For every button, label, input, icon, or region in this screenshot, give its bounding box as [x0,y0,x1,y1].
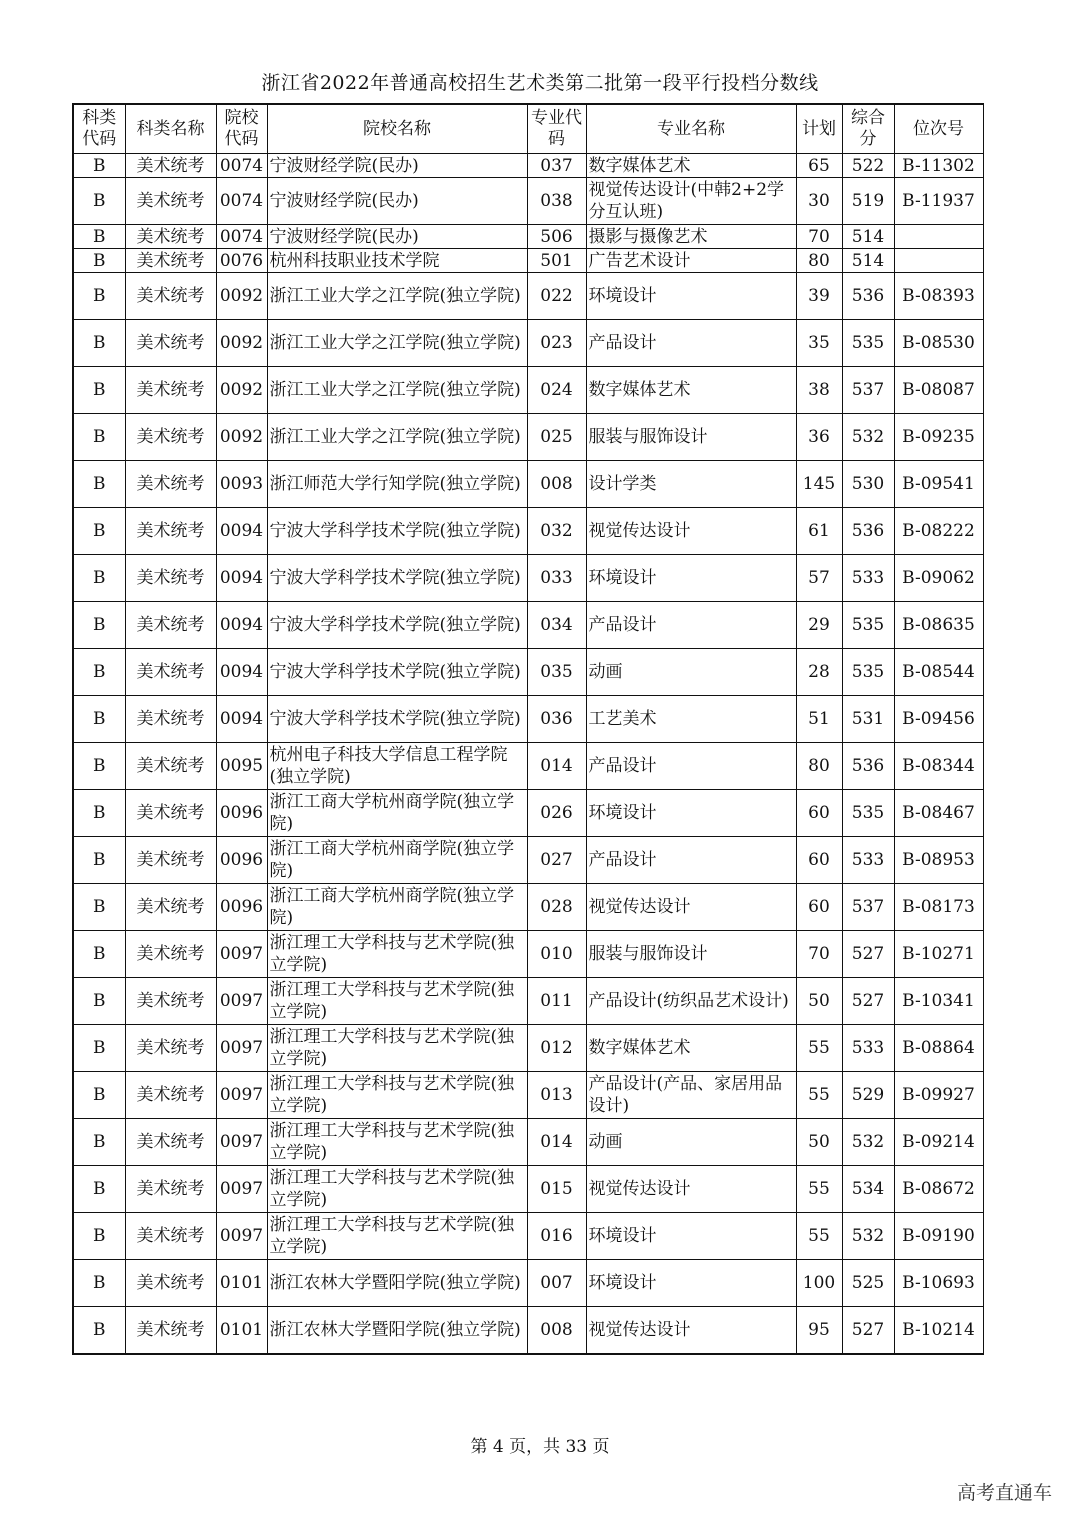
cell-rank: B-08222 [894,508,983,555]
cell-major-code: 035 [527,649,586,696]
cell-school-code: 0076 [216,249,267,273]
cell-kelei-code: B [73,1166,125,1213]
table-row [73,154,983,178]
cell-school-name: 浙江工业大学之江学院(独立学院) [267,273,527,320]
cell-school-code: 0074 [216,225,267,249]
cell-major-name: 数字媒体艺术 [586,367,796,414]
cell-major-code: 038 [527,178,586,225]
cell-kelei-name: 美术统考 [125,1119,216,1166]
table-row [73,367,983,414]
cell-plan: 30 [796,178,842,225]
cell-major-name: 产品设计(产品、家居用品设计) [586,1072,796,1119]
cell-school-code: 0092 [216,414,267,461]
cell-kelei-code: B [73,367,125,414]
table-row [73,414,983,461]
header-score: 综合分 [842,104,894,154]
cell-school-name: 宁波大学科学技术学院(独立学院) [267,508,527,555]
cell-major-code: 013 [527,1072,586,1119]
cell-rank: B-08467 [894,790,983,837]
header-plan: 计划 [796,104,842,154]
cell-school-name: 浙江农林大学暨阳学院(独立学院) [267,1307,527,1355]
cell-school-code: 0097 [216,978,267,1025]
cell-rank: B-09214 [894,1119,983,1166]
cell-major-name: 视觉传达设计 [586,508,796,555]
cell-score: 535 [842,790,894,837]
cell-plan: 100 [796,1260,842,1307]
cell-score: 532 [842,1213,894,1260]
cell-kelei-name: 美术统考 [125,1025,216,1072]
cell-major-code: 027 [527,837,586,884]
cell-school-name: 宁波大学科学技术学院(独立学院) [267,649,527,696]
cell-rank [894,225,983,249]
table-row [73,602,983,649]
table-row [73,249,983,273]
cell-kelei-code: B [73,1307,125,1355]
cell-major-code: 026 [527,790,586,837]
cell-major-code: 015 [527,1166,586,1213]
cell-plan: 50 [796,1119,842,1166]
cell-school-code: 0074 [216,154,267,178]
cell-major-code: 014 [527,743,586,790]
cell-school-name: 浙江理工大学科技与艺术学院(独立学院) [267,978,527,1025]
cell-score: 527 [842,1307,894,1355]
cell-major-code: 011 [527,978,586,1025]
cell-major-code: 016 [527,1213,586,1260]
cell-kelei-name: 美术统考 [125,461,216,508]
cell-school-code: 0096 [216,884,267,931]
cell-score: 536 [842,273,894,320]
cell-kelei-name: 美术统考 [125,696,216,743]
table-row [73,1072,983,1119]
table-row [73,696,983,743]
cell-school-code: 0095 [216,743,267,790]
cell-rank [894,249,983,273]
cell-score: 535 [842,320,894,367]
cell-kelei-code: B [73,414,125,461]
cell-rank: B-08530 [894,320,983,367]
cell-plan: 60 [796,837,842,884]
cell-major-name: 设计学类 [586,461,796,508]
cell-school-name: 浙江工业大学之江学院(独立学院) [267,367,527,414]
cell-kelei-name: 美术统考 [125,225,216,249]
cell-major-code: 033 [527,555,586,602]
cell-school-name: 浙江理工大学科技与艺术学院(独立学院) [267,1213,527,1260]
cell-plan: 38 [796,367,842,414]
cell-kelei-name: 美术统考 [125,178,216,225]
cell-kelei-name: 美术统考 [125,555,216,602]
cell-kelei-code: B [73,978,125,1025]
cell-kelei-name: 美术统考 [125,602,216,649]
cell-score: 522 [842,154,894,178]
cell-rank: B-08864 [894,1025,983,1072]
cell-kelei-code: B [73,178,125,225]
cell-major-name: 视觉传达设计 [586,1307,796,1355]
cell-major-code: 023 [527,320,586,367]
cell-school-name: 浙江工业大学之江学院(独立学院) [267,414,527,461]
cell-plan: 65 [796,154,842,178]
cell-major-code: 034 [527,602,586,649]
cell-kelei-code: B [73,320,125,367]
cell-school-code: 0094 [216,696,267,743]
cell-kelei-name: 美术统考 [125,249,216,273]
cell-score: 514 [842,249,894,273]
cell-major-name: 视觉传达设计 [586,1166,796,1213]
cell-major-code: 032 [527,508,586,555]
cell-plan: 50 [796,978,842,1025]
cell-rank: B-09235 [894,414,983,461]
page-title: 浙江省2022年普通高校招生艺术类第二批第一段平行投档分数线 [261,72,819,94]
cell-major-name: 环境设计 [586,273,796,320]
cell-major-code: 037 [527,154,586,178]
cell-major-code: 024 [527,367,586,414]
cell-rank: B-08635 [894,602,983,649]
cell-kelei-code: B [73,1260,125,1307]
cell-major-name: 数字媒体艺术 [586,1025,796,1072]
cell-score: 531 [842,696,894,743]
header-rank: 位次号 [894,104,983,154]
cell-kelei-name: 美术统考 [125,931,216,978]
cell-major-code: 010 [527,931,586,978]
cell-major-name: 环境设计 [586,1260,796,1307]
cell-kelei-code: B [73,790,125,837]
cell-kelei-name: 美术统考 [125,414,216,461]
cell-school-code: 0092 [216,320,267,367]
cell-school-name: 宁波大学科学技术学院(独立学院) [267,602,527,649]
cell-score: 534 [842,1166,894,1213]
table-row [73,1213,983,1260]
cell-kelei-code: B [73,461,125,508]
cell-rank: B-10693 [894,1260,983,1307]
cell-kelei-name: 美术统考 [125,1166,216,1213]
cell-rank: B-09927 [894,1072,983,1119]
table-row [73,649,983,696]
cell-major-name: 服装与服饰设计 [586,414,796,461]
score-table [72,103,984,1355]
cell-plan: 60 [796,790,842,837]
cell-school-code: 0093 [216,461,267,508]
cell-plan: 61 [796,508,842,555]
cell-plan: 95 [796,1307,842,1355]
cell-kelei-name: 美术统考 [125,743,216,790]
cell-school-name: 宁波财经学院(民办) [267,154,527,178]
cell-school-name: 浙江农林大学暨阳学院(独立学院) [267,1260,527,1307]
cell-kelei-code: B [73,602,125,649]
cell-rank: B-11937 [894,178,983,225]
cell-school-name: 浙江工业大学之江学院(独立学院) [267,320,527,367]
cell-major-name: 环境设计 [586,555,796,602]
cell-kelei-code: B [73,1025,125,1072]
table-row [73,225,983,249]
cell-rank: B-10214 [894,1307,983,1355]
cell-school-code: 0092 [216,273,267,320]
cell-kelei-name: 美术统考 [125,1307,216,1355]
cell-score: 537 [842,367,894,414]
cell-school-code: 0097 [216,1166,267,1213]
cell-rank: B-08953 [894,837,983,884]
cell-major-code: 036 [527,696,586,743]
cell-school-code: 0097 [216,1072,267,1119]
cell-plan: 28 [796,649,842,696]
table-row [73,978,983,1025]
table-row [73,790,983,837]
cell-kelei-name: 美术统考 [125,154,216,178]
table-body [73,154,983,1355]
cell-plan: 55 [796,1213,842,1260]
cell-score: 532 [842,414,894,461]
cell-plan: 55 [796,1072,842,1119]
cell-major-code: 028 [527,884,586,931]
cell-plan: 80 [796,743,842,790]
cell-school-code: 0094 [216,508,267,555]
header-school-name: 院校名称 [267,104,527,154]
cell-plan: 57 [796,555,842,602]
cell-plan: 70 [796,931,842,978]
cell-plan: 36 [796,414,842,461]
cell-kelei-code: B [73,837,125,884]
cell-school-name: 宁波财经学院(民办) [267,225,527,249]
cell-kelei-code: B [73,931,125,978]
cell-score: 533 [842,1025,894,1072]
cell-major-name: 摄影与摄像艺术 [586,225,796,249]
cell-kelei-code: B [73,743,125,790]
cell-major-code: 007 [527,1260,586,1307]
table-row [73,1119,983,1166]
cell-kelei-name: 美术统考 [125,273,216,320]
cell-plan: 60 [796,884,842,931]
cell-kelei-code: B [73,884,125,931]
cell-major-name: 数字媒体艺术 [586,154,796,178]
cell-kelei-name: 美术统考 [125,508,216,555]
cell-kelei-name: 美术统考 [125,1213,216,1260]
cell-rank: B-09062 [894,555,983,602]
cell-rank: B-10341 [894,978,983,1025]
cell-kelei-code: B [73,1119,125,1166]
cell-school-code: 0101 [216,1307,267,1355]
cell-score: 530 [842,461,894,508]
cell-major-code: 025 [527,414,586,461]
table-row [73,461,983,508]
table-row [73,273,983,320]
cell-kelei-name: 美术统考 [125,884,216,931]
cell-school-name: 杭州科技职业技术学院 [267,249,527,273]
cell-kelei-code: B [73,154,125,178]
cell-major-name: 动画 [586,649,796,696]
cell-score: 519 [842,178,894,225]
cell-major-name: 服装与服饰设计 [586,931,796,978]
cell-major-name: 动画 [586,1119,796,1166]
table-row [73,508,983,555]
cell-rank: B-09541 [894,461,983,508]
table-header-row [73,104,983,154]
cell-score: 537 [842,884,894,931]
cell-major-name: 产品设计(纺织品艺术设计) [586,978,796,1025]
table-row [73,743,983,790]
cell-major-name: 环境设计 [586,790,796,837]
cell-rank: B-08087 [894,367,983,414]
cell-rank: B-08393 [894,273,983,320]
cell-school-name: 杭州电子科技大学信息工程学院(独立学院) [267,743,527,790]
cell-rank: B-08344 [894,743,983,790]
cell-rank: B-08173 [894,884,983,931]
table-row [73,320,983,367]
cell-rank: B-08672 [894,1166,983,1213]
cell-kelei-name: 美术统考 [125,320,216,367]
cell-school-code: 0094 [216,555,267,602]
cell-plan: 80 [796,249,842,273]
cell-school-name: 浙江理工大学科技与艺术学院(独立学院) [267,1119,527,1166]
cell-kelei-code: B [73,249,125,273]
cell-major-name: 产品设计 [586,837,796,884]
cell-major-name: 产品设计 [586,320,796,367]
cell-rank: B-10271 [894,931,983,978]
cell-major-name: 产品设计 [586,602,796,649]
table-row [73,1260,983,1307]
cell-kelei-code: B [73,508,125,555]
cell-score: 536 [842,508,894,555]
cell-score: 535 [842,649,894,696]
cell-score: 536 [842,743,894,790]
cell-school-code: 0097 [216,1025,267,1072]
cell-major-name: 环境设计 [586,1213,796,1260]
cell-score: 525 [842,1260,894,1307]
cell-kelei-name: 美术统考 [125,1072,216,1119]
cell-plan: 70 [796,225,842,249]
cell-kelei-code: B [73,1213,125,1260]
cell-rank: B-08544 [894,649,983,696]
page-footer: 第 4 页，共 33 页 [470,1437,610,1457]
cell-score: 532 [842,1119,894,1166]
cell-kelei-code: B [73,225,125,249]
cell-kelei-code: B [73,1072,125,1119]
cell-kelei-code: B [73,273,125,320]
cell-school-code: 0074 [216,178,267,225]
cell-major-name: 产品设计 [586,743,796,790]
cell-school-name: 浙江工商大学杭州商学院(独立学院) [267,790,527,837]
cell-kelei-code: B [73,696,125,743]
cell-major-name: 广告艺术设计 [586,249,796,273]
cell-score: 527 [842,978,894,1025]
cell-school-code: 0092 [216,367,267,414]
cell-kelei-name: 美术统考 [125,790,216,837]
cell-school-code: 0101 [216,1260,267,1307]
table-row [73,1307,983,1355]
cell-major-code: 506 [527,225,586,249]
cell-school-code: 0096 [216,837,267,884]
cell-kelei-name: 美术统考 [125,367,216,414]
header-kelei-name: 科类名称 [125,104,216,154]
cell-kelei-code: B [73,649,125,696]
cell-plan: 39 [796,273,842,320]
cell-kelei-name: 美术统考 [125,837,216,884]
cell-school-code: 0096 [216,790,267,837]
cell-major-code: 008 [527,1307,586,1355]
cell-school-name: 浙江理工大学科技与艺术学院(独立学院) [267,1166,527,1213]
cell-school-name: 浙江理工大学科技与艺术学院(独立学院) [267,1025,527,1072]
cell-major-code: 012 [527,1025,586,1072]
header-kelei-code: 科类代码 [73,104,125,154]
table-row [73,555,983,602]
cell-kelei-name: 美术统考 [125,1260,216,1307]
table-row [73,931,983,978]
cell-school-code: 0097 [216,931,267,978]
cell-rank: B-11302 [894,154,983,178]
table-row [73,837,983,884]
cell-kelei-code: B [73,555,125,602]
cell-major-code: 501 [527,249,586,273]
cell-school-code: 0094 [216,602,267,649]
cell-plan: 35 [796,320,842,367]
cell-plan: 51 [796,696,842,743]
header-major-name: 专业名称 [586,104,796,154]
table-row [73,178,983,225]
table-row [73,1025,983,1072]
cell-major-code: 022 [527,273,586,320]
cell-school-name: 浙江理工大学科技与艺术学院(独立学院) [267,931,527,978]
cell-school-name: 浙江理工大学科技与艺术学院(独立学院) [267,1072,527,1119]
cell-plan: 55 [796,1166,842,1213]
cell-major-name: 工艺美术 [586,696,796,743]
header-school-code: 院校代码 [216,104,267,154]
cell-plan: 55 [796,1025,842,1072]
brand-watermark: 高考直通车 [956,1482,1052,1504]
table-row [73,1166,983,1213]
header-major-code: 专业代码 [527,104,586,154]
cell-major-name: 视觉传达设计(中韩2+2学分互认班) [586,178,796,225]
cell-kelei-name: 美术统考 [125,978,216,1025]
cell-rank: B-09190 [894,1213,983,1260]
cell-score: 527 [842,931,894,978]
cell-major-code: 008 [527,461,586,508]
cell-school-code: 0097 [216,1213,267,1260]
cell-score: 533 [842,555,894,602]
cell-plan: 145 [796,461,842,508]
cell-kelei-name: 美术统考 [125,649,216,696]
table-row [73,884,983,931]
cell-score: 529 [842,1072,894,1119]
cell-school-name: 浙江工商大学杭州商学院(独立学院) [267,837,527,884]
cell-major-name: 视觉传达设计 [586,884,796,931]
cell-school-name: 浙江师范大学行知学院(独立学院) [267,461,527,508]
cell-rank: B-09456 [894,696,983,743]
cell-plan: 29 [796,602,842,649]
cell-major-code: 014 [527,1119,586,1166]
cell-school-name: 浙江工商大学杭州商学院(独立学院) [267,884,527,931]
cell-school-code: 0094 [216,649,267,696]
cell-school-name: 宁波大学科学技术学院(独立学院) [267,696,527,743]
cell-school-code: 0097 [216,1119,267,1166]
cell-school-name: 宁波财经学院(民办) [267,178,527,225]
cell-score: 533 [842,837,894,884]
cell-score: 535 [842,602,894,649]
cell-school-name: 宁波大学科学技术学院(独立学院) [267,555,527,602]
cell-score: 514 [842,225,894,249]
